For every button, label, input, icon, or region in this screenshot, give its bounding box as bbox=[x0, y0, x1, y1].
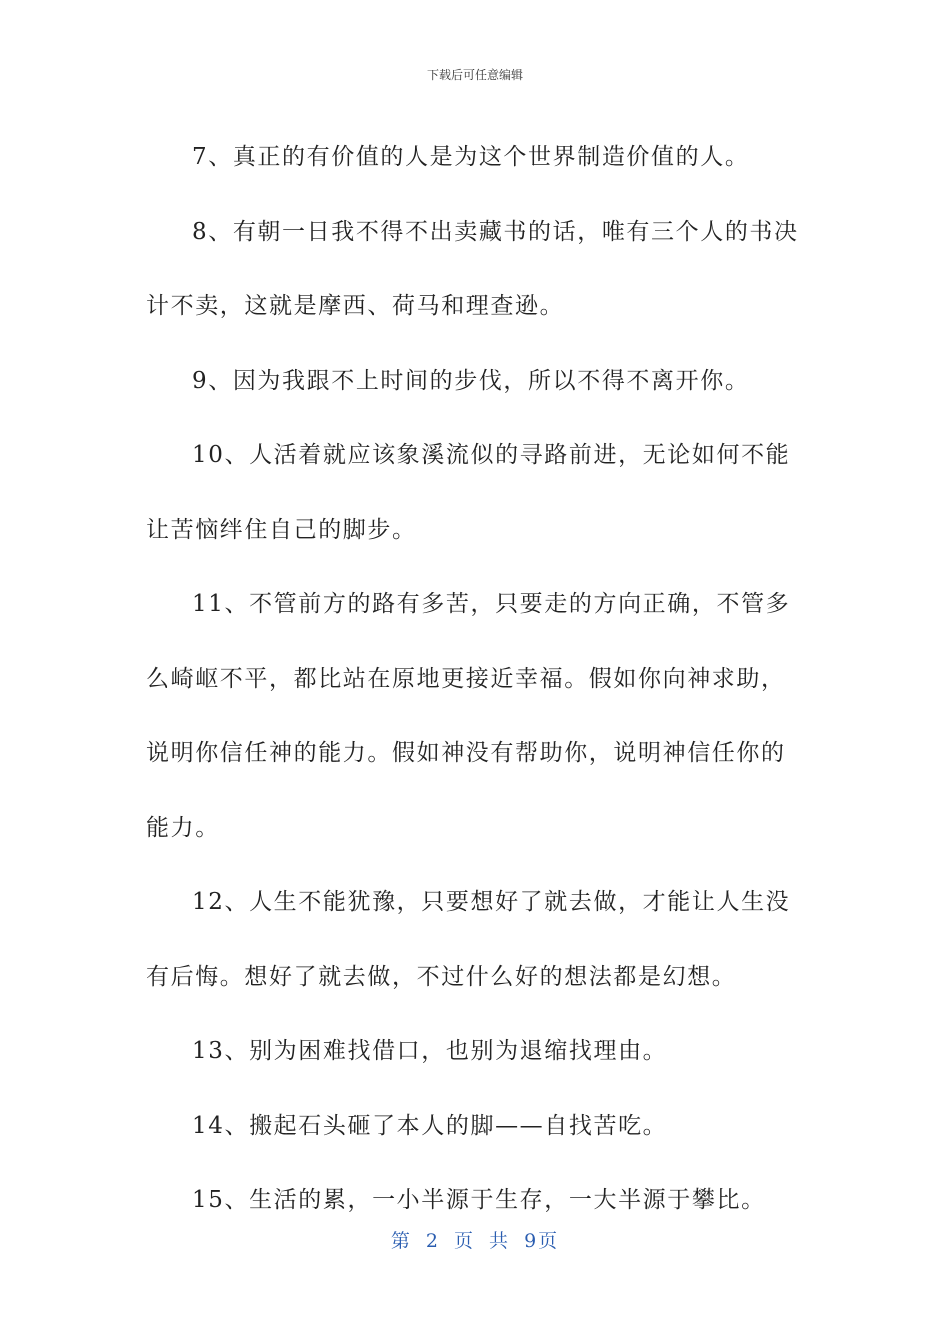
paragraph-13: 13、别为困难找借口，也别为退缩找理由。 bbox=[192, 1038, 668, 1064]
paragraph-15: 15、生活的累，一小半源于生存，一大半源于攀比。 bbox=[192, 1187, 766, 1213]
document-body bbox=[146, 120, 806, 1238]
paragraph-7: 7、真正的有价值的人是为这个世界制造价值的人。 bbox=[192, 144, 750, 170]
page-number: 第 2 页 共 9页 bbox=[390, 1230, 560, 1252]
paragraph-9: 9、因为我跟不上时间的步伐，所以不得不离开你。 bbox=[192, 367, 750, 394]
paragraph-10: 10、人活着就应该象溪流似的寻路前进，无论如何不能让苦恼绊住自己的脚步。 bbox=[146, 442, 791, 543]
paragraph-11: 11、不管前方的路有多苦，只要走的方向正确，不管多么崎岖不平，都比站在原地更接近幸福。假如你向神求助，说明你信任神的能力。假如神没有帮助你，说明神信任你的能力。 bbox=[146, 591, 791, 841]
paragraph-12: 12、人生不能犹豫，只要想好了就去做，才能让人生没有后悔。想好了就去做，不过什么好的想法都是幻想。 bbox=[146, 889, 791, 990]
paragraph-8: 8、有朝一日我不得不出卖藏书的话，唯有三个人的书决计不卖，这就是摩西、荷马和理查逊。 bbox=[146, 218, 799, 319]
paragraph-14: 14、搬起石头砸了本人的脚——自找苦吃。 bbox=[192, 1112, 668, 1139]
header-note: 下载后可任意编辑 bbox=[426, 68, 523, 82]
